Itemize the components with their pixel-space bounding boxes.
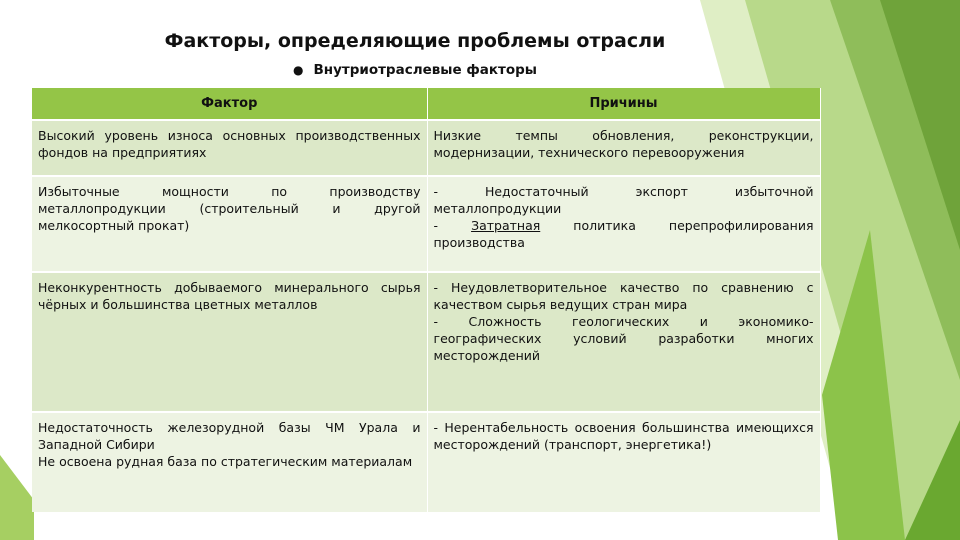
deco-triangle-sliver: [0, 455, 34, 540]
causes-cell: [427, 120, 820, 176]
cause-text: Низкие темпы обновления, реконструкции, модернизации, технического перевооружения: [433, 128, 814, 160]
slide-title: Факторы, определяющие проблемы отрасли: [164, 30, 666, 52]
cause-prefix: -: [433, 218, 472, 233]
cause-text: - Неудовлетворительное качество по сравнению с качеством сырья ведущих стран мира: [433, 280, 814, 312]
slide-subtitle: [0, 62, 830, 78]
table-row: [32, 120, 820, 176]
cause-text: - Недостаточный экспорт избыточной металлопродукции: [433, 184, 814, 216]
table-header-row: [32, 88, 820, 120]
column-header-causes: Причины: [427, 88, 820, 120]
causes-cell: [427, 176, 820, 272]
table-row: [32, 412, 820, 512]
factor-text: Высокий уровень износа основных производственных фондов на предприятиях: [38, 128, 421, 160]
cause-text: - Нерентабельность освоения большинства имеющихся месторождений (транспорт, энергетика!): [433, 420, 814, 452]
factor-cell: [32, 176, 427, 272]
column-header-factor: Фактор: [32, 88, 427, 120]
bullet-icon: ●: [292, 63, 304, 77]
causes-cell: [427, 272, 820, 412]
causes-cell: [427, 412, 820, 512]
factor-text: Недостаточность железорудной базы ЧМ Урала и Западной Сибири: [38, 420, 421, 452]
cause-underlined-word: Затратная: [471, 218, 541, 233]
cause-text: [434, 217, 814, 251]
factors-table: [32, 88, 821, 512]
subtitle-text: Внутриотраслевые факторы: [313, 62, 537, 78]
cause-text: - Сложность геологических и экономико-географических условий разработки многих месторождений: [433, 314, 814, 363]
factor-text: Неконкурентность добываемого минерального сырья чёрных и большинства цветных металлов: [38, 280, 421, 312]
factor-text: Избыточные мощности по производству металлопродукции (строительный и другой мелкосортный прокат): [38, 184, 421, 233]
table-row: [32, 272, 820, 412]
factor-cell: [32, 272, 427, 412]
factor-text: Не освоена рудная база по стратегическим материалам: [38, 454, 413, 469]
table-row: [32, 176, 820, 272]
cause-rest: политика перепрофилирования производства: [433, 218, 814, 250]
factor-cell: [32, 412, 427, 512]
factor-cell: [32, 120, 427, 176]
